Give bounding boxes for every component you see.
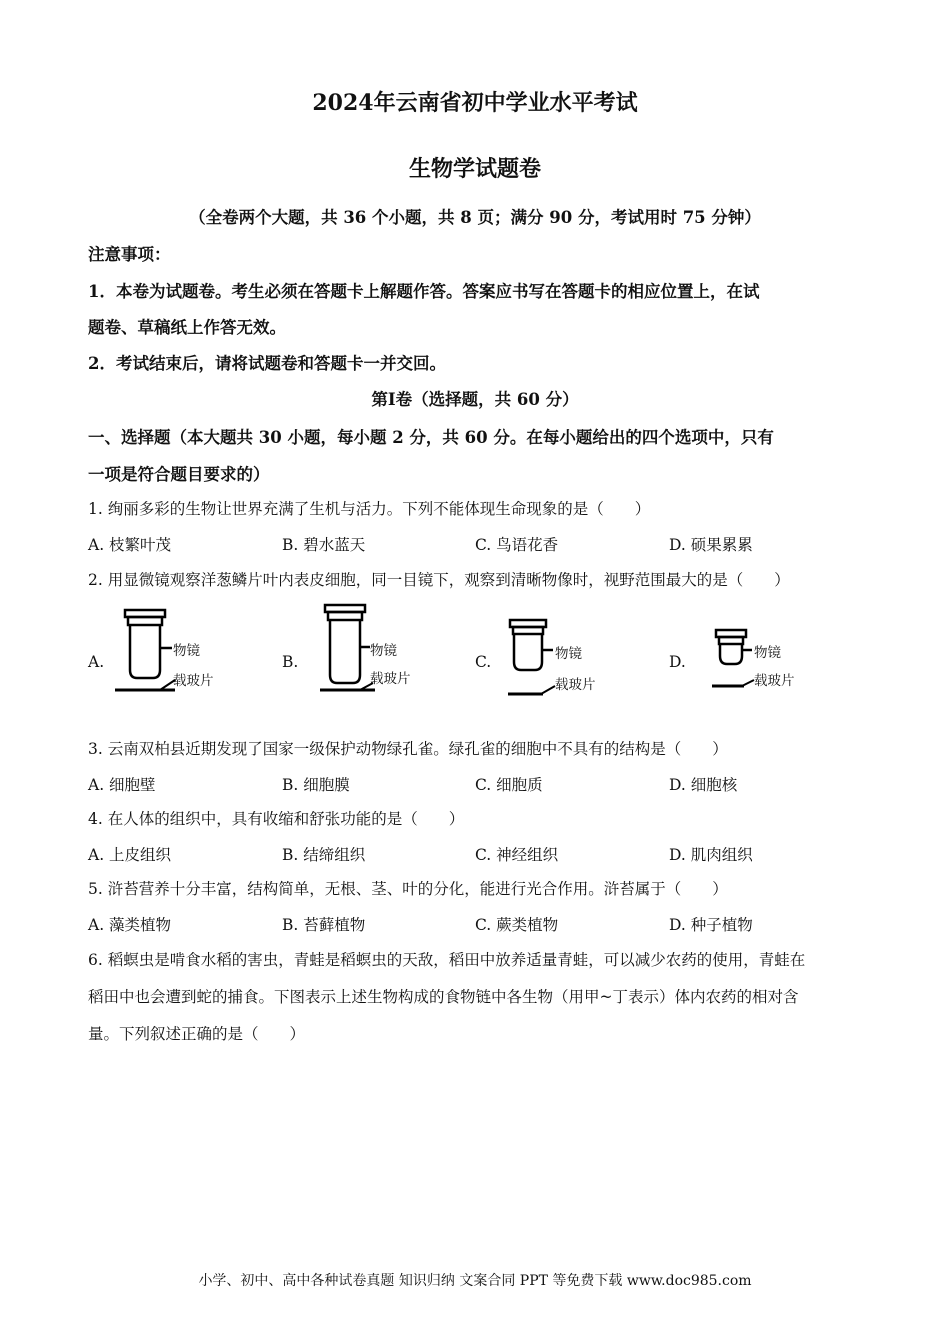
question-4-option-c: C. 神经组织 <box>475 846 559 864</box>
question-2-option-d: D. <box>669 653 686 671</box>
question-2-stem: 2. 用显微镜观察洋葱鳞片叶内表皮细胞，同一目镜下，观察到清晰物像时，视野范围最大的是（ ） <box>88 571 790 589</box>
question-3-option-b: B. 细胞膜 <box>282 776 350 794</box>
figure-b-objective-label: 物镜 <box>370 643 397 659</box>
question-5-stem: 5. 浒苔营养十分丰富，结构简单，无根、茎、叶的分化，能进行光合作用。浒苔属于（ ） <box>88 880 728 898</box>
question-4-stem: 4. 在人体的组织中，具有收缩和舒张功能的是（ ） <box>88 810 465 828</box>
question-1-stem: 1. 绚丽多彩的生物让世界充满了生机与活力。下列不能体现生命现象的是（ ） <box>88 500 651 518</box>
question-4-option-a: A. 上皮组织 <box>88 846 172 864</box>
figure-d-slide-label: 载玻片 <box>754 673 795 689</box>
question-5-option-d: D. 种子植物 <box>669 916 753 934</box>
notice-item-1-line-1: 1．本卷为试题卷。考生必须在答题卡上解题作答。答案应书写在答题卡的相应位置上，在试 <box>88 282 760 301</box>
objective-lens-figure-c <box>503 618 628 698</box>
question-3-option-a: A. 细胞壁 <box>88 776 156 794</box>
objective-lens-figure-a <box>115 608 240 698</box>
question-3-stem: 3. 云南双柏县近期发现了国家一级保护动物绿孔雀。绿孔雀的细胞中不具有的结构是（ ） <box>88 740 728 758</box>
question-1-option-b: B. 碧水蓝天 <box>282 536 366 554</box>
question-4-option-d: D. 肌肉组织 <box>669 846 753 864</box>
figure-c-objective-label: 物镜 <box>555 646 582 662</box>
question-5-option-c: C. 蕨类植物 <box>475 916 559 934</box>
exam-info: （全卷两个大题，共 36 个小题，共 8 页；满分 90 分，考试用时 75 分钟） <box>189 208 761 227</box>
question-4-option-b: B. 结缔组织 <box>282 846 366 864</box>
page-footer: 小学、初中、高中各种试卷真题 知识归纳 文案合同 PPT 等免费下载 www.doc985.com <box>198 1273 752 1289</box>
objective-lens-figure-b <box>315 603 440 698</box>
notice-heading: 注意事项： <box>88 245 171 264</box>
figure-a-objective-label: 物镜 <box>173 643 200 659</box>
figure-c-slide-label: 载玻片 <box>555 677 596 693</box>
notice-item-1-line-2: 题卷、草稿纸上作答无效。 <box>88 318 286 337</box>
question-2-option-a: A. <box>88 653 105 671</box>
figure-d-objective-label: 物镜 <box>754 645 781 661</box>
question-3-option-d: D. 细胞核 <box>669 776 738 794</box>
question-1-option-d: D. 硕果累累 <box>669 536 753 554</box>
question-1-option-c: C. 鸟语花香 <box>475 536 559 554</box>
question-1-option-a: A. 枝繁叶茂 <box>88 536 172 554</box>
figure-a-slide-label: 载玻片 <box>173 673 214 689</box>
question-2-option-c: C. <box>475 653 492 671</box>
volume-title: 第Ⅰ卷（选择题，共 60 分） <box>371 390 579 409</box>
exam-title: 2024年云南省初中学业水平考试 <box>312 90 638 116</box>
notice-item-2: 2．考试结束后，请将试题卷和答题卡一并交回。 <box>88 354 446 373</box>
question-6-stem-line-3: 量。下列叙述正确的是（ ） <box>88 1025 306 1043</box>
question-2-option-b: B. <box>282 653 299 671</box>
part-heading-line-2: 一项是符合题目要求的） <box>88 465 270 484</box>
part-heading-line-1: 一、选择题（本大题共 30 小题，每小题 2 分，共 60 分。在每小题给出的四个选项中，只有 <box>88 428 774 447</box>
question-6-stem-line-1: 6. 稻螟虫是啃食水稻的害虫，青蛙是稻螟虫的天敌，稻田中放养适量青蛙，可以减少农药的使用，青蛙在 <box>88 951 806 969</box>
figure-b-slide-label: 载玻片 <box>370 671 411 687</box>
question-6-stem-line-2: 稻田中也会遭到蛇的捕食。下图表示上述生物构成的食物链中各生物（用甲~丁表示）体内农药的相对含 <box>88 988 799 1006</box>
question-3-option-c: C. 细胞质 <box>475 776 543 794</box>
question-5-option-b: B. 苔藓植物 <box>282 916 366 934</box>
question-5-option-a: A. 藻类植物 <box>88 916 172 934</box>
objective-lens-figure-d <box>710 628 835 698</box>
exam-subtitle: 生物学试题卷 <box>408 156 541 182</box>
